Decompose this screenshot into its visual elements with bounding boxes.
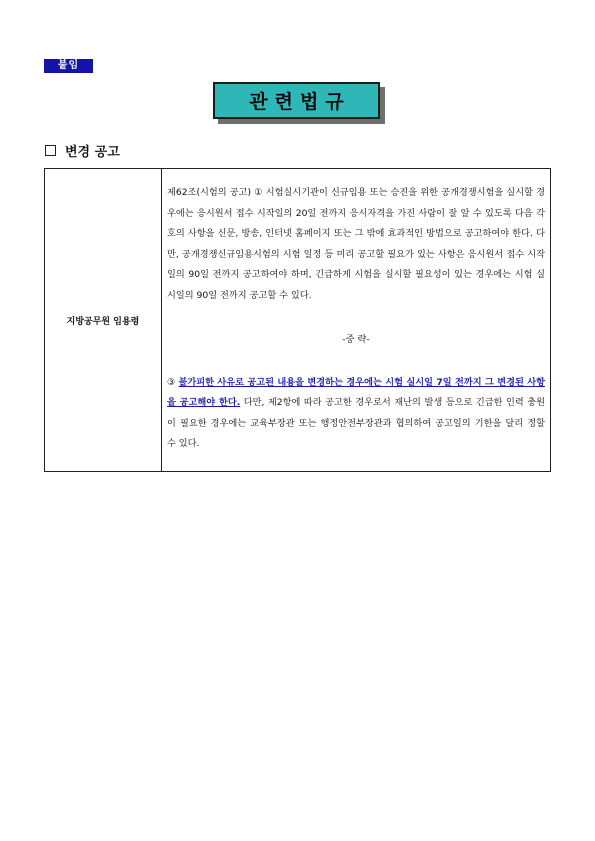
regulation-table xyxy=(44,168,551,472)
checkbox-icon xyxy=(45,145,56,156)
clause-3-highlight: 불가피한 사유로 공고된 내용을 변경하는 경우에는 시험 실시일 7일 전까지 그 변경된 사항을 공고해야 한다. xyxy=(167,376,545,408)
law-name: 지방공무원 임용령 xyxy=(66,316,140,327)
section-heading xyxy=(44,141,120,159)
law-name-cell xyxy=(45,169,162,471)
title-box xyxy=(213,82,380,119)
clause-3-marker: ③ xyxy=(167,376,176,388)
law-content-cell xyxy=(162,169,550,471)
clause-3 xyxy=(167,373,545,455)
clause-1: 제62조(시험의 공고) ① 시험실시기관이 신규임용 또는 승진을 위한 공개경쟁시험을 실시할 경우에는 응시원서 접수 시작일의 20일 전까지 응시자격을 가진 사람이 잘 알 수 있도록 다음 각 호의 사항을 신문, 방송, 인터넷 홈페이지 또는 그 밖에 효과적인 방법으로 공고하여야 한다. 다만, 공개경쟁신규임용시험의 시험 일정 등 미리 공고할 필요가 있는 사항은 응시원서 접수 시작일의 90일 전까지 공고하여야 하며, 긴급하게 시험을 실시할 필요성이 있는 경우에는 시험 실시일의 90일 전까지 공고할 수 있다. xyxy=(167,187,545,301)
attachment-badge: 붙임 xyxy=(44,59,93,73)
clause-3-rest: 다만, 제2항에 따라 공고한 경우로서 재난의 발생 등으로 긴급한 인력 충원이 필요한 경우에는 교육부장관 또는 행정안전부장관과 협의하여 공고일의 기한을 달리 정할 수 있다. xyxy=(167,397,545,449)
page-title: 관련법규 xyxy=(249,91,351,113)
section-heading-text: 변경 공고 xyxy=(65,144,120,160)
title-banner xyxy=(213,82,385,124)
omission-marker: -중 략- xyxy=(342,334,370,345)
